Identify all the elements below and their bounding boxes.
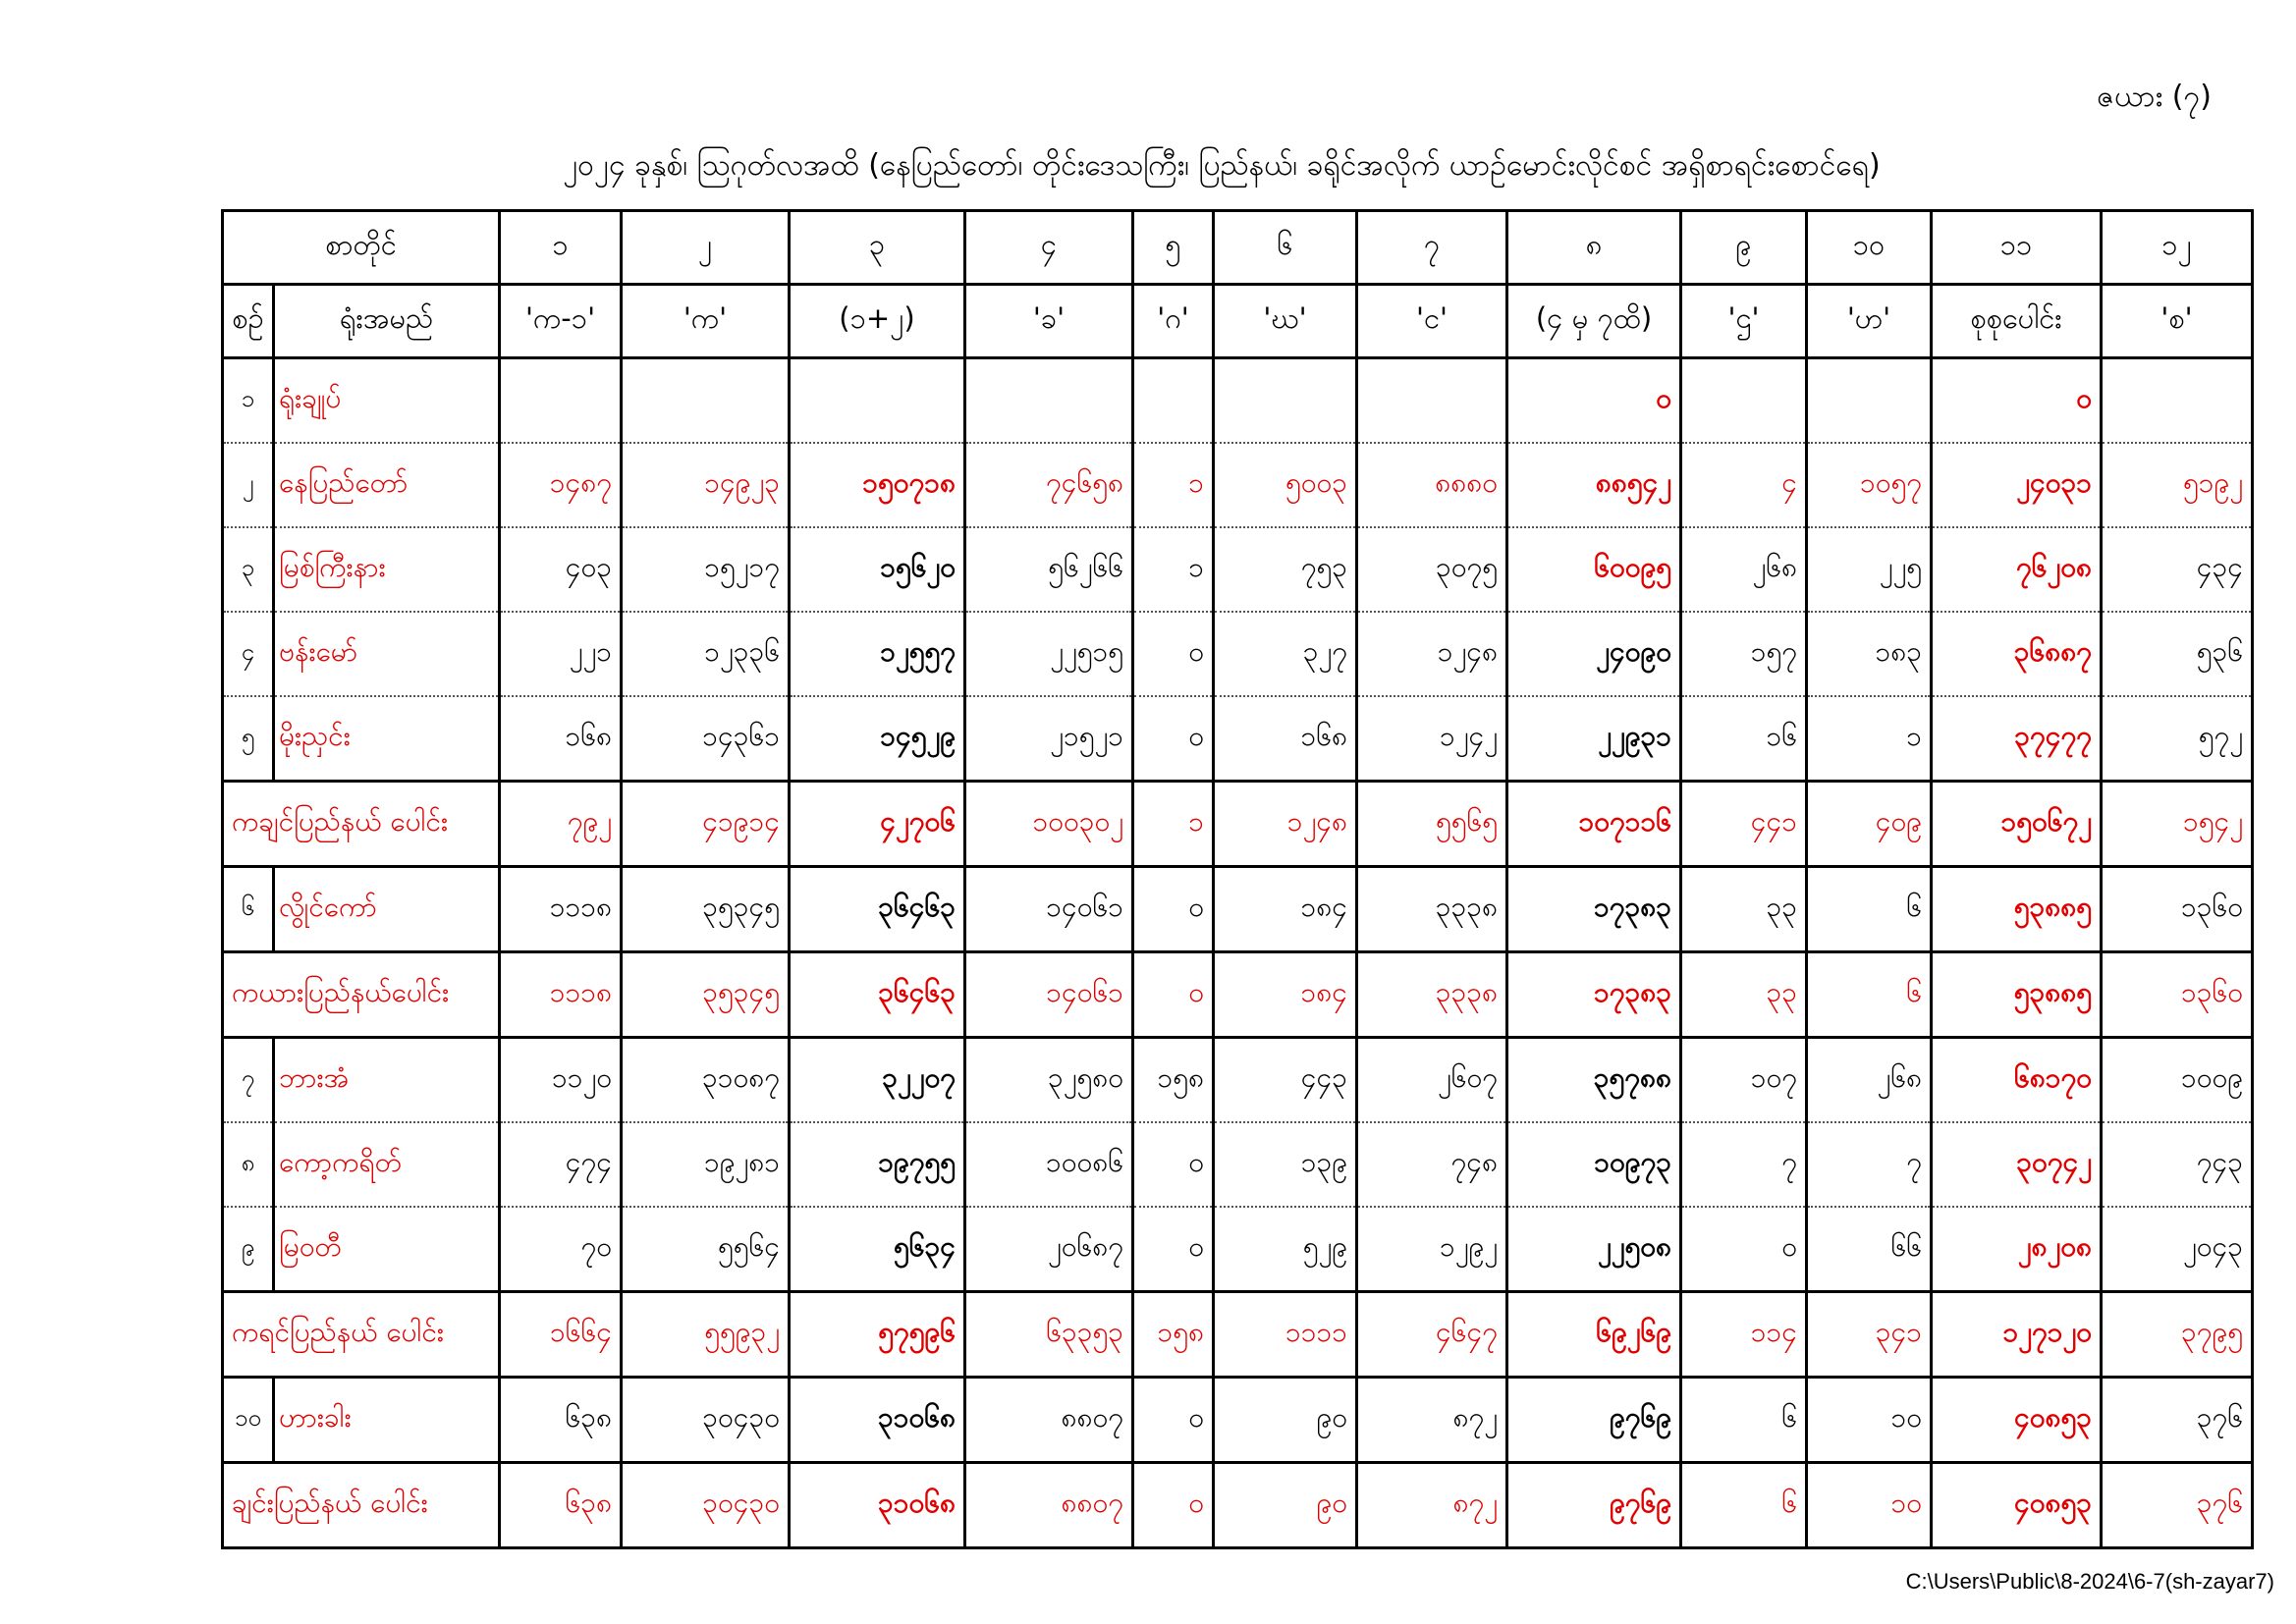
license-count-cell: ၆ bbox=[1681, 1378, 1807, 1463]
license-count-cell: ၁၇၃၈၃ bbox=[1507, 952, 1681, 1038]
column-number-header: ၉ bbox=[1681, 211, 1807, 285]
license-count-cell: ၀ bbox=[1932, 358, 2102, 444]
license-count-cell: ၁ bbox=[1133, 443, 1214, 527]
column-number-header: ၁ bbox=[500, 211, 622, 285]
license-count-cell: ၃၃၃၈ bbox=[1357, 952, 1507, 1038]
license-count-cell: ၃၃ bbox=[1681, 952, 1807, 1038]
license-count-cell: ၁၁၁၈ bbox=[500, 867, 622, 952]
license-count-cell: ၁၀ bbox=[1807, 1378, 1932, 1463]
serial-number: ၃ bbox=[223, 527, 274, 612]
serial-number: ၅ bbox=[223, 696, 274, 782]
license-count-cell: ၇၆၂၀၈ bbox=[1932, 527, 2102, 612]
serial-number: ၂ bbox=[223, 443, 274, 527]
license-count-cell: ၀ bbox=[1133, 612, 1214, 696]
license-count-cell: ၁၀၅၇ bbox=[1807, 443, 1932, 527]
license-count-cell: ၂၀၄၃ bbox=[2102, 1207, 2253, 1292]
license-count-cell: ၁၂၇၁၂၀ bbox=[1932, 1292, 2102, 1378]
license-count-cell: ၀ bbox=[1133, 1378, 1214, 1463]
subtotal-row bbox=[223, 1292, 2253, 1378]
license-count-cell: ၃၂၂၀၇ bbox=[790, 1038, 965, 1123]
license-count-cell: ၇၉၂ bbox=[500, 782, 622, 867]
license-count-cell bbox=[1807, 358, 1932, 444]
license-count-cell: ၁၄၀၆၁ bbox=[965, 952, 1133, 1038]
license-count-cell: ၃၇၉၅ bbox=[2102, 1292, 2253, 1378]
column-number-header: ၁၀ bbox=[1807, 211, 1932, 285]
license-count-cell: ၀ bbox=[1133, 1122, 1214, 1207]
license-count-cell: ၆ bbox=[1807, 952, 1932, 1038]
column-number-header: ၂ bbox=[622, 211, 790, 285]
license-count-cell: ၂၂၅၁၅ bbox=[965, 612, 1133, 696]
license-count-cell: ၄၂၇၀၆ bbox=[790, 782, 965, 867]
license-count-cell: ၃၇၄၇၇ bbox=[1932, 696, 2102, 782]
subtotal-row bbox=[223, 782, 2253, 867]
subtotal-label: ကယားပြည်နယ်ပေါင်း bbox=[223, 952, 500, 1038]
license-count-cell: ၅၇၅၉၆ bbox=[790, 1292, 965, 1378]
license-count-cell: ၄၀၈၅၃ bbox=[1932, 1463, 2102, 1548]
license-count-cell: ၂၁၅၂၁ bbox=[965, 696, 1133, 782]
table-row bbox=[223, 1038, 2253, 1123]
license-count-cell bbox=[2102, 358, 2253, 444]
column-label-header: စာတိုင် bbox=[223, 211, 500, 285]
license-count-cell: ၅၇၂ bbox=[2102, 696, 2253, 782]
license-count-cell: ၁၅၈ bbox=[1133, 1292, 1214, 1378]
license-count-cell: ၆၈၁၇၀ bbox=[1932, 1038, 2102, 1123]
subtotal-label: ကချင်ပြည်နယ် ပေါင်း bbox=[223, 782, 500, 867]
license-count-cell: ၂၆၈ bbox=[1807, 1038, 1932, 1123]
table-row bbox=[223, 612, 2253, 696]
license-count-cell: ၁၃၆၀ bbox=[2102, 867, 2253, 952]
license-count-cell: ၁၅၀၇၁၈ bbox=[790, 443, 965, 527]
license-count-cell bbox=[500, 358, 622, 444]
license-count-cell: ၂၂၁ bbox=[500, 612, 622, 696]
license-count-cell: ၃၀၇၅ bbox=[1357, 527, 1507, 612]
license-count-cell: ၂၄၀၃၁ bbox=[1932, 443, 2102, 527]
header-row-license-types bbox=[223, 285, 2253, 358]
license-count-cell: ၁၂၄၈ bbox=[1357, 612, 1507, 696]
license-count-cell: ၁၆၈ bbox=[1214, 696, 1357, 782]
license-count-cell: ၁၀၀၈၆ bbox=[965, 1122, 1133, 1207]
office-name: ကော့ကရိတ် bbox=[274, 1122, 500, 1207]
license-count-cell: ၉၀ bbox=[1214, 1463, 1357, 1548]
license-count-cell: ၁၁၁၁ bbox=[1214, 1292, 1357, 1378]
license-count-cell: ၁၅၂၁၇ bbox=[622, 527, 790, 612]
license-count-cell: ၆၃၈ bbox=[500, 1463, 622, 1548]
license-count-cell: ၁၃၆၀ bbox=[2102, 952, 2253, 1038]
subtotal-row bbox=[223, 1463, 2253, 1548]
license-count-cell: ၁၅၈ bbox=[1133, 1038, 1214, 1123]
license-type-header: 'ဃ' bbox=[1214, 285, 1357, 358]
license-count-cell: ၁၂၄၂ bbox=[1357, 696, 1507, 782]
table-row bbox=[223, 358, 2253, 444]
license-count-cell bbox=[1214, 358, 1357, 444]
office-name: နေပြည်တော် bbox=[274, 443, 500, 527]
table-row bbox=[223, 527, 2253, 612]
license-count-cell: ၁၉၇၅၅ bbox=[790, 1122, 965, 1207]
license-count-cell: ၂၆၀၇ bbox=[1357, 1038, 1507, 1123]
license-count-cell: ၁၁၁၈ bbox=[500, 952, 622, 1038]
license-count-cell: ၉၀ bbox=[1214, 1378, 1357, 1463]
license-count-cell: ၇၄၃ bbox=[2102, 1122, 2253, 1207]
license-count-cell bbox=[1357, 358, 1507, 444]
license-count-cell: ၄၃၄ bbox=[2102, 527, 2253, 612]
license-count-cell bbox=[1681, 358, 1807, 444]
license-count-cell: ၉၇၆၉ bbox=[1507, 1378, 1681, 1463]
license-count-cell: ၀ bbox=[1133, 867, 1214, 952]
license-count-cell: ၁၇၃၈၃ bbox=[1507, 867, 1681, 952]
table-row bbox=[223, 696, 2253, 782]
license-count-cell: ၂၂၉၃၁ bbox=[1507, 696, 1681, 782]
license-count-cell: ၇ bbox=[1807, 1122, 1932, 1207]
license-count-cell: ၅၂၉ bbox=[1214, 1207, 1357, 1292]
license-count-cell: ၀ bbox=[1507, 358, 1681, 444]
license-count-cell: ၁၈၄ bbox=[1214, 952, 1357, 1038]
license-count-cell: ၃၆၄၆၃ bbox=[790, 952, 965, 1038]
license-count-cell: ၅၅၉၃၂ bbox=[622, 1292, 790, 1378]
license-count-cell: ၂၀၆၈၇ bbox=[965, 1207, 1133, 1292]
license-count-cell: ၇၄၈ bbox=[1357, 1122, 1507, 1207]
license-type-header: 'ခ' bbox=[965, 285, 1133, 358]
license-count-cell: ၇၅၃ bbox=[1214, 527, 1357, 612]
office-name: မြဝတီ bbox=[274, 1207, 500, 1292]
license-count-cell: ၆ bbox=[1681, 1463, 1807, 1548]
license-count-cell bbox=[622, 358, 790, 444]
license-count-cell: ၁၀၇၁၁၆ bbox=[1507, 782, 1681, 867]
license-count-cell: ၈၇၂ bbox=[1357, 1463, 1507, 1548]
license-count-cell: ၂၆၈ bbox=[1681, 527, 1807, 612]
column-number-header: ၃ bbox=[790, 211, 965, 285]
license-count-cell: ၈၈၀၇ bbox=[965, 1378, 1133, 1463]
license-type-header: (၁+၂) bbox=[790, 285, 965, 358]
license-count-cell: ၈၈၅၄၂ bbox=[1507, 443, 1681, 527]
serial-number: ၉ bbox=[223, 1207, 274, 1292]
license-count-cell: ၂၈၂၀၈ bbox=[1932, 1207, 2102, 1292]
license-count-cell bbox=[790, 358, 965, 444]
serial-number: ၆ bbox=[223, 867, 274, 952]
table-row bbox=[223, 1207, 2253, 1292]
license-count-cell: ၁၀၀၉ bbox=[2102, 1038, 2253, 1123]
license-count-cell: ၅၆၃၄ bbox=[790, 1207, 965, 1292]
license-count-cell: ၆ bbox=[1807, 867, 1932, 952]
license-count-cell: ၁၄၃၆၁ bbox=[622, 696, 790, 782]
license-count-cell: ၁၁၄ bbox=[1681, 1292, 1807, 1378]
office-name: လွိုင်ကော် bbox=[274, 867, 500, 952]
license-count-cell: ၃၅၇၈၈ bbox=[1507, 1038, 1681, 1123]
license-count-cell: ၁၅၀၆၇၂ bbox=[1932, 782, 2102, 867]
serial-number: ၇ bbox=[223, 1038, 274, 1123]
license-count-cell: ၄၀၃ bbox=[500, 527, 622, 612]
license-count-cell: ၁၂၃၃၆ bbox=[622, 612, 790, 696]
office-name: ရုံးချုပ် bbox=[274, 358, 500, 444]
office-name: ဗန်းမော် bbox=[274, 612, 500, 696]
license-count-cell: ၃၁၀၈၇ bbox=[622, 1038, 790, 1123]
license-count-cell: ၃၄၁ bbox=[1807, 1292, 1932, 1378]
office-name: မိုးညှင်း bbox=[274, 696, 500, 782]
license-count-cell: ၁၄၈၇ bbox=[500, 443, 622, 527]
license-count-cell: ၁၄၀၆၁ bbox=[965, 867, 1133, 952]
column-number-header: ၄ bbox=[965, 211, 1133, 285]
license-count-cell: ၂၂၅ bbox=[1807, 527, 1932, 612]
office-name: ဘားအံ bbox=[274, 1038, 500, 1123]
license-count-cell: ၄၆၄၇ bbox=[1357, 1292, 1507, 1378]
license-count-cell: ၈၈၈၀ bbox=[1357, 443, 1507, 527]
license-count-cell: ၃၃၃၈ bbox=[1357, 867, 1507, 952]
license-count-cell: ၃၂၇ bbox=[1214, 612, 1357, 696]
license-count-cell: ၁၅၆၂၀ bbox=[790, 527, 965, 612]
license-count-cell: ၄၄၃ bbox=[1214, 1038, 1357, 1123]
license-count-cell: ၁၆၈ bbox=[500, 696, 622, 782]
office-name: မြစ်ကြီးနား bbox=[274, 527, 500, 612]
license-count-cell: ၀ bbox=[1133, 696, 1214, 782]
license-count-cell: ၁၆ bbox=[1681, 696, 1807, 782]
license-count-cell: ၁၃၉ bbox=[1214, 1122, 1357, 1207]
license-count-cell: ၁ bbox=[1133, 782, 1214, 867]
license-count-cell: ၀ bbox=[1681, 1207, 1807, 1292]
license-count-table bbox=[221, 209, 2254, 1549]
license-count-cell: ၁၉၂၈၁ bbox=[622, 1122, 790, 1207]
table-row bbox=[223, 1122, 2253, 1207]
column-number-header: ၆ bbox=[1214, 211, 1357, 285]
license-type-header: စုစုပေါင်း bbox=[1932, 285, 2102, 358]
license-count-cell: ၄၀၈၅၃ bbox=[1932, 1378, 2102, 1463]
license-count-cell: ၄၄၁ bbox=[1681, 782, 1807, 867]
serial-number: ၈ bbox=[223, 1122, 274, 1207]
license-count-cell: ၂၂၅၀၈ bbox=[1507, 1207, 1681, 1292]
license-count-cell bbox=[1133, 358, 1214, 444]
license-count-cell: ၁၁၂၀ bbox=[500, 1038, 622, 1123]
column-number-header: ၈ bbox=[1507, 211, 1681, 285]
license-count-cell: ၁၅၇ bbox=[1681, 612, 1807, 696]
license-count-cell: ၃၁၀၆၈ bbox=[790, 1463, 965, 1548]
license-count-cell: ၇ bbox=[1681, 1122, 1807, 1207]
serial-number: ၁၀ bbox=[223, 1378, 274, 1463]
license-count-cell: ၆၉၂၆၉ bbox=[1507, 1292, 1681, 1378]
office-name-header: ရုံးအမည် bbox=[274, 285, 500, 358]
license-count-cell: ၃၃ bbox=[1681, 867, 1807, 952]
license-count-cell: ၁ bbox=[1133, 527, 1214, 612]
license-count-cell: ၀ bbox=[1133, 1207, 1214, 1292]
column-number-header: ၅ bbox=[1133, 211, 1214, 285]
license-count-cell: ၈၈၀၇ bbox=[965, 1463, 1133, 1548]
table-row bbox=[223, 443, 2253, 527]
license-count-cell: ၃၀၄၃၀ bbox=[622, 1463, 790, 1548]
serial-number: ၄ bbox=[223, 612, 274, 696]
serial-number-header: စဉ် bbox=[223, 285, 274, 358]
license-count-cell: ၁၆၆၄ bbox=[500, 1292, 622, 1378]
license-count-cell: ၃၁၀၆၈ bbox=[790, 1378, 965, 1463]
license-count-cell: ၁၈၄ bbox=[1214, 867, 1357, 952]
license-count-cell: ၅၃၈၈၅ bbox=[1932, 867, 2102, 952]
license-count-cell: ၂၄၀၉၀ bbox=[1507, 612, 1681, 696]
license-count-cell: ၇၀ bbox=[500, 1207, 622, 1292]
license-count-cell: ၃၀၄၃၀ bbox=[622, 1378, 790, 1463]
license-count-cell: ၈၇၂ bbox=[1357, 1378, 1507, 1463]
license-type-header: 'က' bbox=[622, 285, 790, 358]
license-type-header: 'ဌ' bbox=[1681, 285, 1807, 358]
license-count-cell: ၁၈၃ bbox=[1807, 612, 1932, 696]
license-count-cell: ၉၇၆၉ bbox=[1507, 1463, 1681, 1548]
license-count-cell: ၅၅၆၅ bbox=[1357, 782, 1507, 867]
license-count-cell: ၁၀၇ bbox=[1681, 1038, 1807, 1123]
table-row bbox=[223, 867, 2253, 952]
license-count-cell: ၅၃၈၈၅ bbox=[1932, 952, 2102, 1038]
subtotal-label: ကရင်ပြည်နယ် ပေါင်း bbox=[223, 1292, 500, 1378]
license-count-cell: ၃၆၄၆၃ bbox=[790, 867, 965, 952]
license-count-cell: ၄၇၄ bbox=[500, 1122, 622, 1207]
table-number-label: ဇယား (၇) bbox=[2097, 80, 2212, 114]
license-count-cell: ၃၅၃၄၅ bbox=[622, 867, 790, 952]
license-count-cell: ၅၁၉၂ bbox=[2102, 443, 2253, 527]
license-count-cell: ၆၃၃၅၃ bbox=[965, 1292, 1133, 1378]
license-count-cell: ၀ bbox=[1133, 952, 1214, 1038]
file-path-footer: C:\Users\Public\8-2024\6-7(sh-zayar7) bbox=[1905, 1569, 2274, 1594]
license-count-cell bbox=[965, 358, 1133, 444]
license-count-cell: ၃၆၈၈၇ bbox=[1932, 612, 2102, 696]
license-count-cell: ၇၄၆၅၈ bbox=[965, 443, 1133, 527]
license-count-cell: ၆၃၈ bbox=[500, 1378, 622, 1463]
license-count-cell: ၃၂၅၈၀ bbox=[965, 1038, 1133, 1123]
license-count-cell: ၁ bbox=[1807, 696, 1932, 782]
license-count-cell: ၅၆၂၆၆ bbox=[965, 527, 1133, 612]
license-type-header: (၄ မှ ၇ထိ) bbox=[1507, 285, 1681, 358]
page-title: ၂၀၂၄ ခုနှစ်၊ ဩဂုတ်လအထိ (နေပြည်တော်၊ တိုင်းဒေသကြီး၊ ပြည်နယ်၊ ခရိုင်အလိုက် ယာဉ်မောင်းလိုင်စင် အရှိစာရင်းစောင်ရေ) bbox=[563, 148, 1881, 183]
license-type-header: 'င' bbox=[1357, 285, 1507, 358]
license-count-cell: ၆၆ bbox=[1807, 1207, 1932, 1292]
license-count-cell: ၁၄၅၂၉ bbox=[790, 696, 965, 782]
license-count-cell: ၅၃၆ bbox=[2102, 612, 2253, 696]
header-row-column-numbers bbox=[223, 211, 2253, 285]
license-type-header: 'က-၁' bbox=[500, 285, 622, 358]
license-count-cell: ၁၀၀၃၀၂ bbox=[965, 782, 1133, 867]
license-count-cell: ၃၀၇၄၂ bbox=[1932, 1122, 2102, 1207]
license-count-cell: ၁၅၄၂ bbox=[2102, 782, 2253, 867]
license-count-cell: ၁၂၅၅၇ bbox=[790, 612, 965, 696]
subtotal-row bbox=[223, 952, 2253, 1038]
license-count-cell: ၄၁၉၁၄ bbox=[622, 782, 790, 867]
table-row bbox=[223, 1378, 2253, 1463]
subtotal-label: ချင်းပြည်နယ် ပေါင်း bbox=[223, 1463, 500, 1548]
column-number-header: ၁၁ bbox=[1932, 211, 2102, 285]
office-name: ဟားခါး bbox=[274, 1378, 500, 1463]
license-type-header: 'ဟ' bbox=[1807, 285, 1932, 358]
license-count-cell: ၁၄၉၂၃ bbox=[622, 443, 790, 527]
column-number-header: ၁၂ bbox=[2102, 211, 2253, 285]
license-count-cell: ၄ bbox=[1681, 443, 1807, 527]
license-count-cell: ၁၂၄၈ bbox=[1214, 782, 1357, 867]
license-count-cell: ၄၀၉ bbox=[1807, 782, 1932, 867]
license-type-header: 'ဂ' bbox=[1133, 285, 1214, 358]
license-count-cell: ၃၇၆ bbox=[2102, 1463, 2253, 1548]
license-type-header: 'စ' bbox=[2102, 285, 2253, 358]
license-count-cell: ၃၅၃၄၅ bbox=[622, 952, 790, 1038]
license-count-cell: ၃၇၆ bbox=[2102, 1378, 2253, 1463]
column-number-header: ၇ bbox=[1357, 211, 1507, 285]
license-count-cell: ၆၀၀၉၅ bbox=[1507, 527, 1681, 612]
license-count-cell: ၅၀၀၃ bbox=[1214, 443, 1357, 527]
license-count-cell: ၁၂၉၂ bbox=[1357, 1207, 1507, 1292]
license-count-cell: ၅၅၆၄ bbox=[622, 1207, 790, 1292]
license-count-cell: ၁၀၉၇၃ bbox=[1507, 1122, 1681, 1207]
serial-number: ၁ bbox=[223, 358, 274, 444]
license-count-cell: ၁၀ bbox=[1807, 1463, 1932, 1548]
license-count-cell: ၀ bbox=[1133, 1463, 1214, 1548]
